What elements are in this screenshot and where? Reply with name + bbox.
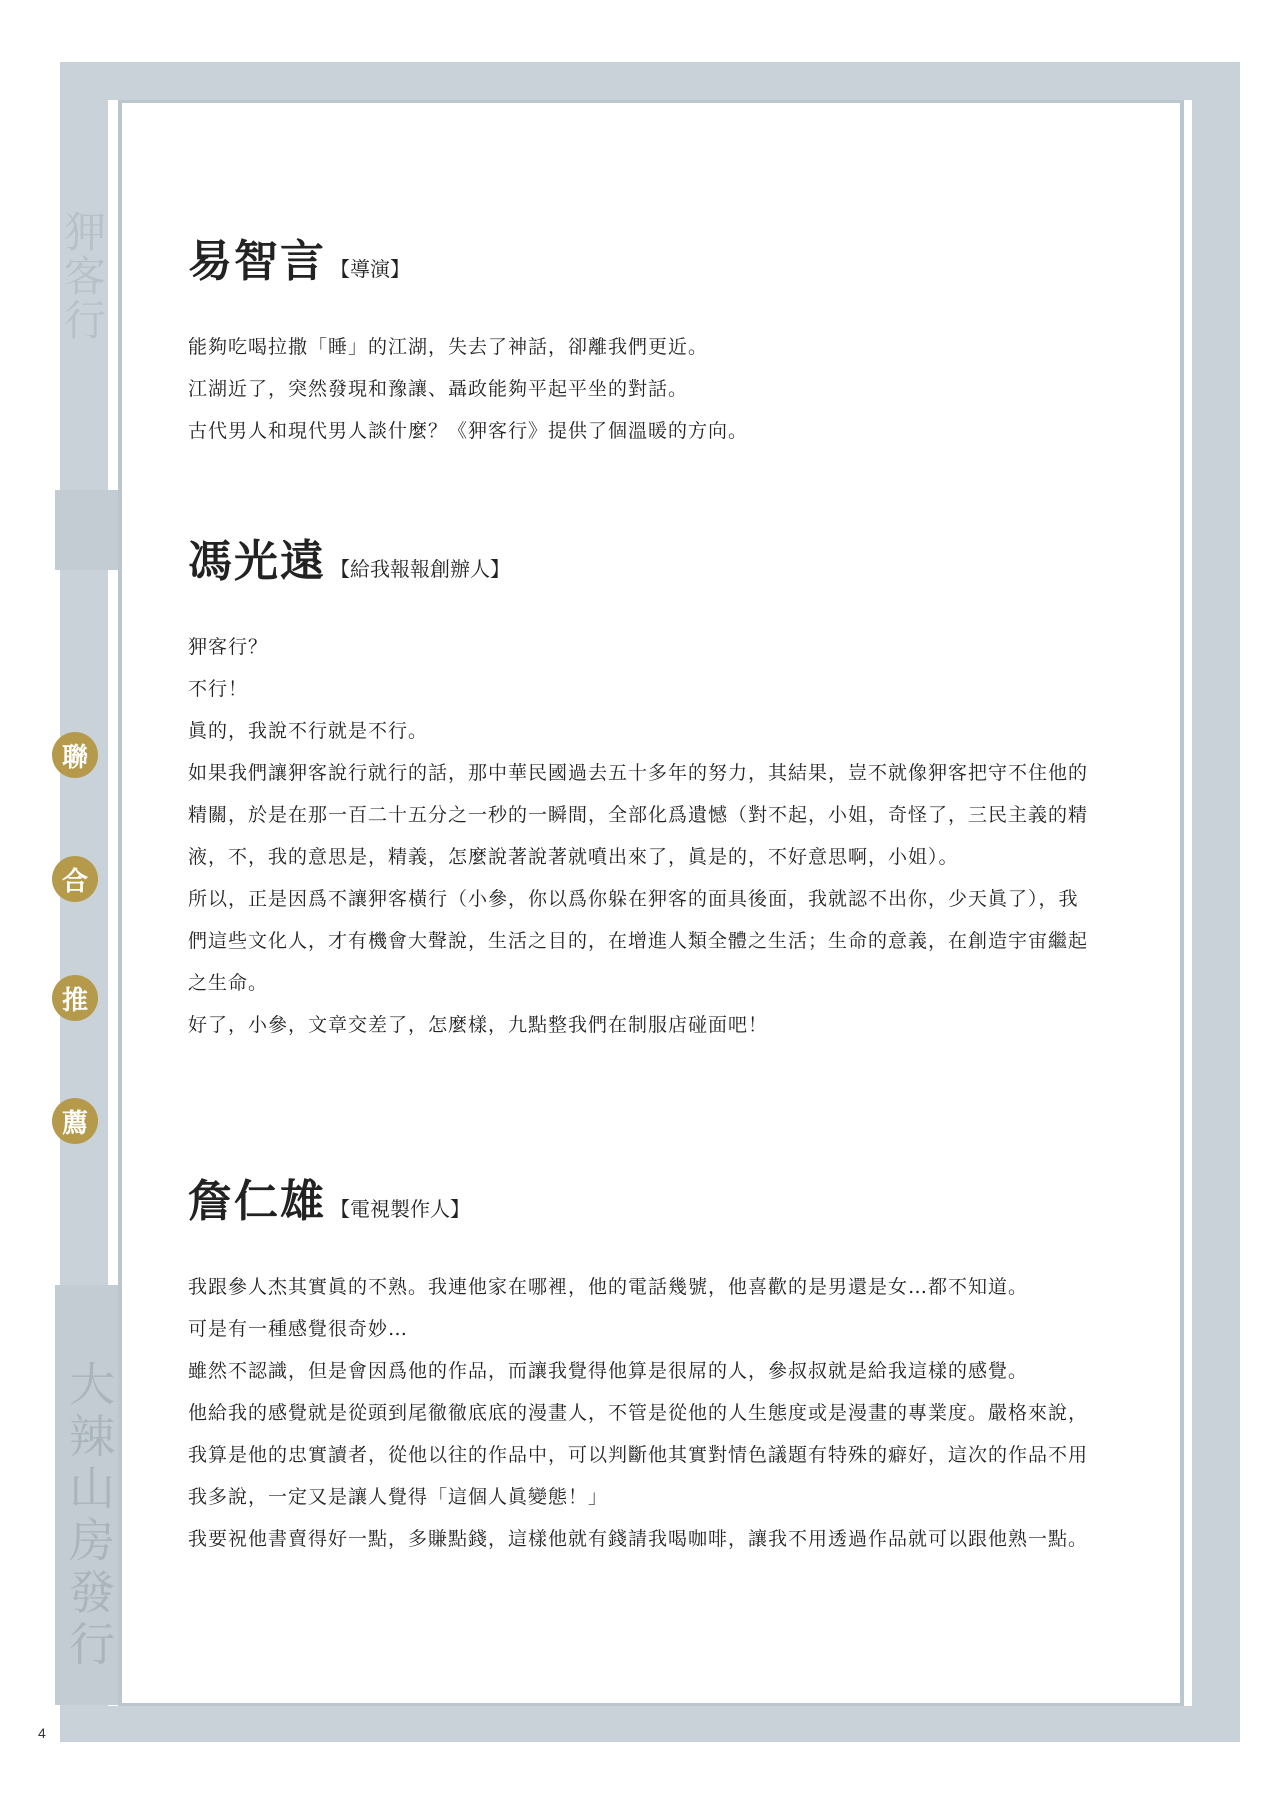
paragraph: 好了，小參，文章交差了，怎麼樣，九點整我們在制服店碰面吧！ [188,1014,769,1036]
recommender-role: 【給我報報創辦人】 [330,557,510,581]
section-body [188,326,1098,452]
recommender-role: 【導演】 [330,257,410,281]
paragraph: 江湖近了，突然發現和豫讓、聶政能夠平起平坐的對話。 [188,378,689,400]
recommendation-section [188,536,1098,1046]
paragraph: 能夠吃喝拉撒「睡」的江湖，失去了神話，卻離我們更近。 [188,336,709,358]
paragraph: 雖然不認識，但是會因爲他的作品，而讓我覺得他算是很屌的人，參叔叔就是給我這樣的感覺。 [188,1360,1029,1382]
recommender-name: 易智言 [188,236,326,287]
recommend-badge-3: 推 [52,975,98,1021]
recommender-role: 【電視製作人】 [330,1197,470,1221]
paragraph: 我跟參人杰其實眞的不熟。我連他家在哪裡，他的電話幾號，他喜歡的是男還是女…都不知道。 [188,1276,1029,1298]
page-number: 4 [38,1725,46,1741]
spine-book-title: 狎客行 [58,210,107,342]
paragraph: 不行！ [188,678,249,700]
recommend-badge-1: 聯 [52,732,98,778]
page-frame-top [60,62,1240,100]
section-body [188,1266,1098,1560]
paragraph: 眞的，我說不行就是不行。 [188,720,429,742]
gutter-band-upper [55,490,125,570]
spine-publisher: 大辣山房發行 [62,1360,116,1672]
recommender-name: 詹仁雄 [188,1176,326,1227]
inner-border-right [1180,100,1184,1706]
recommend-badge-4: 薦 [52,1098,98,1144]
section-heading [188,236,1098,287]
paragraph: 可是有一種感覺很奇妙… [188,1318,409,1340]
paragraph: 我要祝他書賣得好一點，多賺點錢，這樣他就有錢請我喝咖啡，讓我不用透過作品就可以跟他熟一點。 [188,1528,1089,1550]
recommend-badge-2: 合 [52,856,98,902]
inner-border-bottom [118,1703,1184,1706]
section-body [188,626,1098,1046]
paragraph: 如果我們讓狎客說行就行的話，那中華民國過去五十多年的努力，其結果，豈不就像狎客把守不住他的精關，於是在那一百二十五分之一秒的一瞬間，全部化爲遺憾（對不起，小姐，奇怪了，三民主義的精液，不，我的意思是，精義，怎麼說著說著就噴出來了，眞是的，不好意思啊，小姐）。 [188,762,1089,868]
recommendation-section [188,236,1098,452]
paragraph: 所以，正是因爲不讓狎客橫行（小參，你以爲你躲在狎客的面具後面，我就認不出你，少天眞了），我們這些文化人，才有機會大聲說，生活之目的，在增進人類全體之生活；生命的意義，在創造宇宙繼起之生命。 [188,888,1089,994]
page-frame-right [1192,62,1240,1742]
paragraph: 古代男人和現代男人談什麼？《狎客行》提供了個溫暖的方向。 [188,420,749,442]
paragraph: 他給我的感覺就是從頭到尾徹徹底底的漫畫人，不管是從他的人生態度或是漫畫的專業度。嚴格來說，我算是他的忠實讀者，從他以往的作品中，可以判斷他其實對情色議題有特殊的癖好，這次的作品不用我多說，一定又是讓人覺得「這個人眞變態！」 [188,1402,1089,1508]
section-heading [188,536,1098,587]
section-heading [188,1176,1098,1227]
paragraph: 狎客行？ [188,636,269,658]
recommender-name: 馮光遠 [188,536,326,587]
recommendation-section [188,1176,1098,1560]
page-frame-bottom [60,1706,1240,1742]
